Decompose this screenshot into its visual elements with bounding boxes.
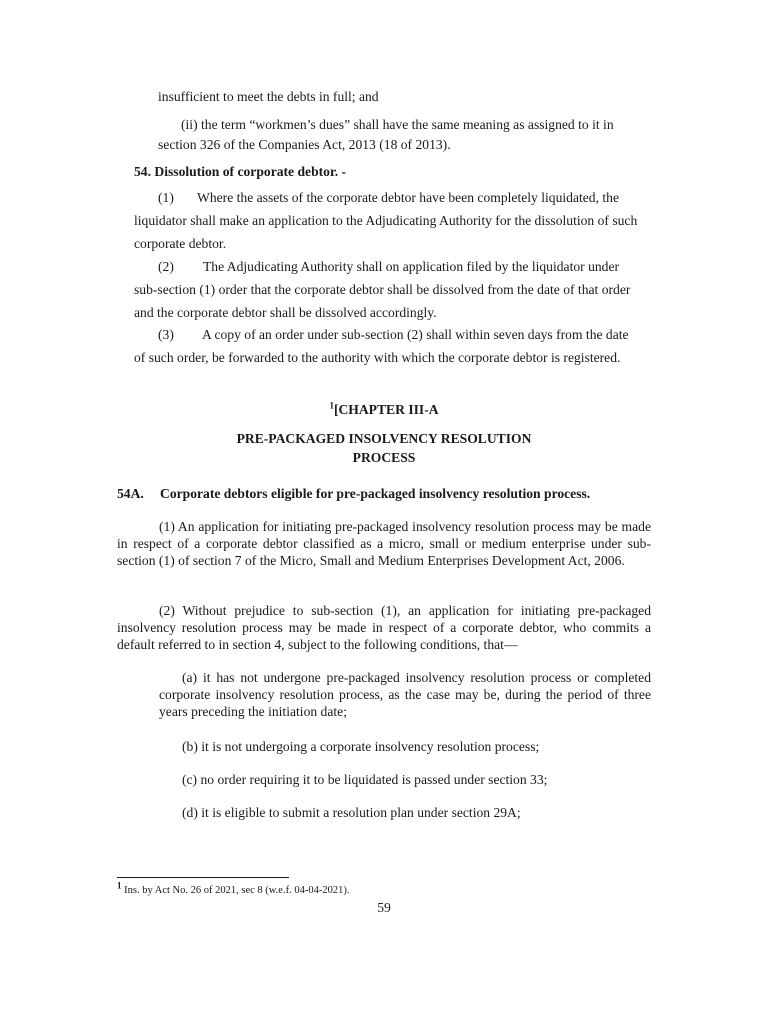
para-first-line: A copy of an order under sub-section (2) shall within seven days from the date bbox=[202, 327, 629, 342]
section-54-para-3 bbox=[134, 323, 652, 369]
section-54A-heading bbox=[117, 482, 590, 505]
para-number: (2) bbox=[158, 259, 174, 274]
clause-ii-continued: section 326 of the Companies Act, 2013 (18 of 2013). bbox=[158, 137, 451, 152]
clause-c: (c) no order requiring it to be liquidated is passed under section 33; bbox=[182, 772, 548, 787]
footnote bbox=[117, 880, 350, 898]
clause-a: (a) it has not undergone pre-packaged insolvency resolution process or completed corporate insolvency resolution process, as the case may be, during the period of three years preceding the initiation date; bbox=[159, 670, 651, 719]
para-number: (3) bbox=[158, 327, 174, 342]
section-title: Corporate debtors eligible for pre-packaged insolvency resolution process. bbox=[160, 486, 591, 501]
section-number: 54A. bbox=[117, 486, 144, 501]
chapter-subtitle-line-2: PROCESS bbox=[352, 450, 416, 465]
footnote-text: Ins. by Act No. 26 of 2021, sec 8 (w.e.f. 04-04-2021). bbox=[121, 885, 350, 896]
para-continuation: sub-section (1) order that the corporate debtor shall be dissolved from the date of that order and the corporate debtor shall be dissolved accordingly. bbox=[134, 282, 631, 320]
chapter-subtitle-line-1: PRE-PACKAGED INSOLVENCY RESOLUTION bbox=[236, 431, 532, 446]
footnote-number: 1 bbox=[117, 880, 122, 891]
clause-ii-line: (ii) the term “workmen’s dues” shall have the same meaning as assigned to it in bbox=[181, 117, 614, 132]
footnote-marker: 1 bbox=[329, 400, 334, 411]
section-54-para-1 bbox=[134, 186, 652, 255]
para-continuation: liquidator shall make an application to the Adjudicating Authority for the dissolution of such corporate debtor. bbox=[134, 213, 638, 251]
section-54-heading: 54. Dissolution of corporate debtor. - bbox=[134, 164, 347, 179]
section-54A-para-2: (2) Without prejudice to sub-section (1), an application for initiating pre-packaged insolvency resolution process may be made in respect of a corporate debtor, who commits a default referred to in section 4, subject to the following conditions, that— bbox=[117, 603, 651, 652]
continued-text-line: insufficient to meet the debts in full; and bbox=[158, 89, 379, 104]
chapter-title: $^1$[CHAPTER III-A bbox=[329, 400, 439, 417]
para-number: (1) bbox=[158, 190, 174, 205]
clause-b: (b) it is not undergoing a corporate insolvency resolution process; bbox=[182, 739, 540, 754]
section-54-para-2 bbox=[134, 255, 652, 324]
footnote-divider bbox=[117, 877, 289, 878]
para-continuation: of such order, be forwarded to the authority with which the corporate debtor is registered. bbox=[134, 350, 621, 365]
para-first-line: The Adjudicating Authority shall on application filed by the liquidator under bbox=[203, 259, 620, 274]
page-number: 59 bbox=[377, 900, 391, 915]
section-54A-para-1: (1) An application for initiating pre-packaged insolvency resolution process may be made in respect of a corporate debtor classified as a micro, small or medium enterprise under sub-section (1) of section 7 of the Micro, Small and Medium Enterprises Development Act, 2006. bbox=[117, 519, 651, 568]
clause-d: (d) it is eligible to submit a resolution plan under section 29A; bbox=[182, 805, 521, 820]
para-first-line: Where the assets of the corporate debtor have been completely liquidated, the bbox=[197, 190, 619, 205]
